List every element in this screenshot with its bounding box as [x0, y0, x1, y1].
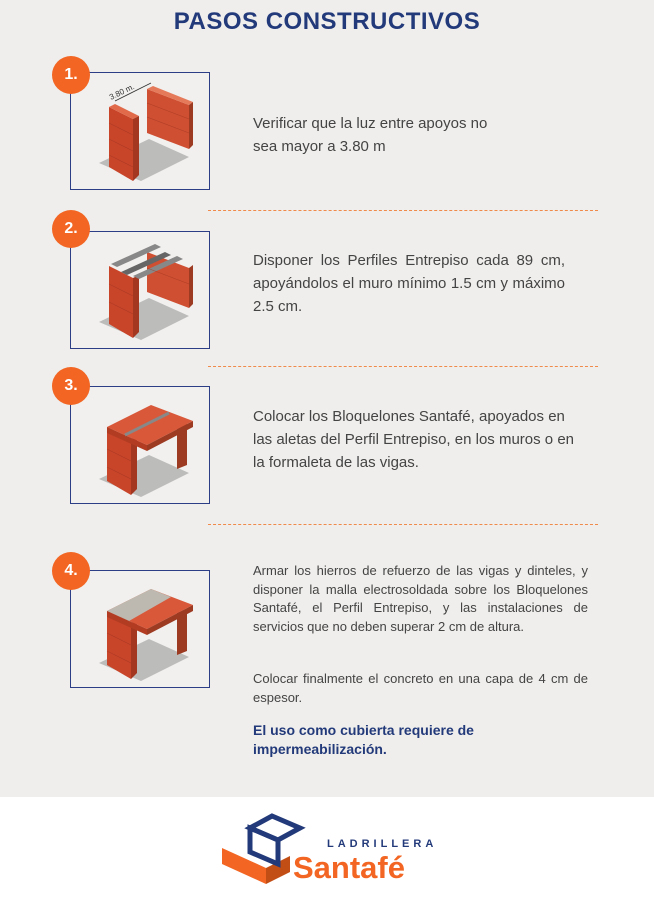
- step-2-text: Disponer los Perfiles Entrepiso cada 89 cm, apoyándolos el muro mínimo 1.5 cm y máximo 2.5 cm.: [253, 252, 565, 315]
- step-1-illustration: [70, 72, 210, 190]
- step-3-number: 3.: [52, 367, 90, 405]
- brand-company-line: LADRILLERA: [327, 838, 438, 850]
- page-title: PASOS CONSTRUCTIVOS: [173, 8, 481, 35]
- step-1-dimension: 3.80 m.: [107, 82, 136, 102]
- brand-name: Santafé: [293, 850, 405, 885]
- step-3-illustration: [70, 386, 210, 504]
- step-3-text: Colocar los Bloquelones Santafé, apoyados en las aletas del Perfil Entrepiso, en los muros o en la formaleta de las vigas.: [253, 408, 574, 471]
- separator-3: [208, 524, 598, 525]
- step-2-illustration: [70, 231, 210, 349]
- separator-2: [208, 366, 598, 367]
- step-4-text: Armar los hierros de refuerzo de las vigas y dinteles, y disponer la malla electrosoldada sobre los Bloquelones Santafé, el Perfil Entrepiso, y las instalaciones de servicios que no deben superar 2 cm de altura.: [253, 563, 588, 634]
- step-4-number: 4.: [52, 552, 90, 590]
- step-4-illustration: [70, 570, 210, 688]
- step-2-number: 2.: [52, 210, 90, 248]
- step-4-text-2: Colocar finalmente el concreto en una capa de 4 cm de espesor.: [253, 671, 588, 705]
- step-1-number: 1.: [52, 56, 90, 94]
- roofing-note: El uso como cubierta requiere de impermeabilización.: [253, 722, 474, 757]
- step-1-text: Verificar que la luz entre apoyos no sea mayor a 3.80 m: [253, 115, 488, 155]
- separator-1: [208, 210, 598, 211]
